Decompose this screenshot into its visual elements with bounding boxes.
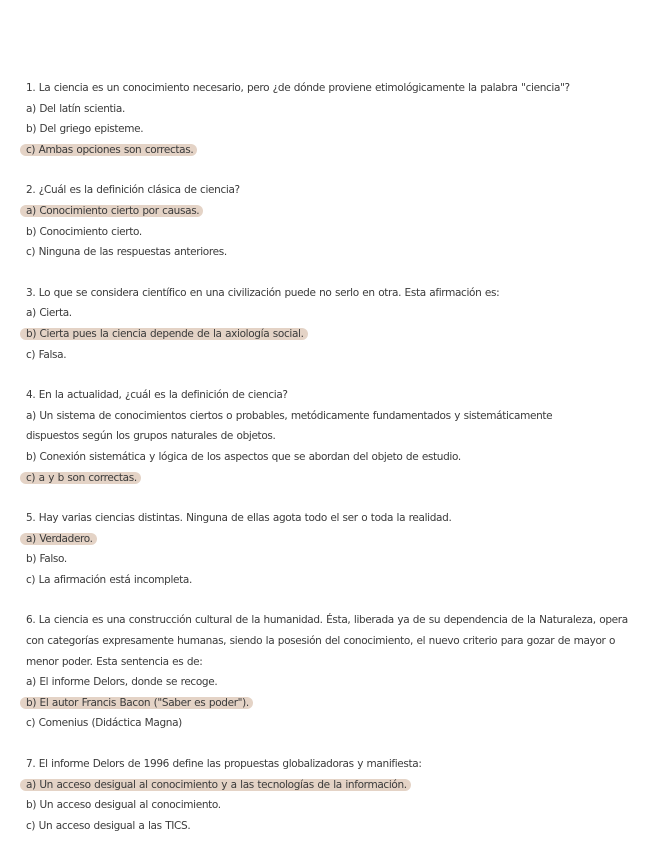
option-b [26,693,630,714]
quiz-content [26,78,630,856]
option-text: a) Cierta. [26,307,72,320]
question-7 [26,754,630,836]
question-text: 4. En la actualidad, ¿cuál es la definición de ciencia? [26,389,288,402]
question-5 [26,508,630,590]
option-b [26,119,630,140]
option-b [26,447,630,468]
highlighted-answer: b) El autor Francis Bacon ("Saber es poder"). [20,697,253,709]
option-a [26,201,630,222]
option-text: b) Conocimiento cierto. [26,225,142,238]
question-3 [26,283,630,365]
highlighted-answer: c) a y b son correctas. [20,472,141,484]
option-c [26,713,630,734]
option-c [26,140,630,161]
highlighted-answer: c) Ambas opciones son correctas. [20,144,197,156]
option-a [26,672,630,693]
highlighted-answer: a) Conocimiento cierto por causas. [20,205,203,217]
option-text: b) Falso. [26,553,67,566]
option-c [26,570,630,591]
question-text: 6. La ciencia es una construcción cultural de la humanidad. Ésta, liberada ya de su dependencia de la Naturaleza, opera con categorías expresamente humanas, siendo la posesión del conocimiento, el nuevo criterio para gozar de mayor o menor poder. Esta sentencia es de: [26,614,628,668]
option-c [26,242,630,263]
option-c [26,345,630,366]
question-text: 2. ¿Cuál es la definición clásica de ciencia? [26,184,240,197]
option-text: c) Un acceso desigual a las TICS. [26,819,191,832]
question-text: 3. Lo que se considera científico en una civilización puede no serlo en otra. Esta afirmación es: [26,286,500,299]
option-b [26,222,630,243]
option-a [26,529,630,550]
option-c [26,468,630,489]
option-text: b) Del griego episteme. [26,123,144,136]
option-a [26,775,630,796]
option-text: a) El informe Delors, donde se recoge. [26,676,218,689]
option-text: c) La afirmación está incompleta. [26,573,192,586]
option-a [26,303,630,324]
question-1 [26,78,630,160]
question-4 [26,385,630,488]
option-text: c) Ninguna de las respuestas anteriores. [26,246,227,259]
option-a [26,99,630,120]
option-b [26,324,630,345]
option-text: b) Un acceso desigual al conocimiento. [26,799,221,812]
option-b [26,549,630,570]
question-6 [26,610,630,734]
option-c [26,816,630,837]
option-a [26,406,630,447]
option-text: c) Falsa. [26,348,67,361]
question-text: 1. La ciencia es un conocimiento necesario, pero ¿de dónde proviene etimológicamente la palabra "ciencia"? [26,82,570,94]
question-2 [26,180,630,262]
option-text: a) Un sistema de conocimientos ciertos o probables, metódicamente fundamentados y sistemáticamente dispuestos según los grupos naturales de objetos. [26,409,553,443]
highlighted-answer: b) Cierta pues la ciencia depende de la axiología social. [20,328,308,340]
question-text: 5. Hay varias ciencias distintas. Ninguna de ellas agota todo el ser o toda la realidad. [26,512,452,525]
option-text: c) Comenius (Didáctica Magna) [26,717,182,730]
option-b [26,795,630,816]
highlighted-answer: a) Verdadero. [20,533,97,545]
highlighted-answer: a) Un acceso desigual al conocimiento y a las tecnologías de la información. [20,779,411,791]
question-text: 7. El informe Delors de 1996 define las propuestas globalizadoras y manifiesta: [26,758,422,771]
option-text: a) Del latín scientia. [26,102,125,115]
option-text: b) Conexión sistemática y lógica de los aspectos que se abordan del objeto de estudio. [26,450,461,463]
